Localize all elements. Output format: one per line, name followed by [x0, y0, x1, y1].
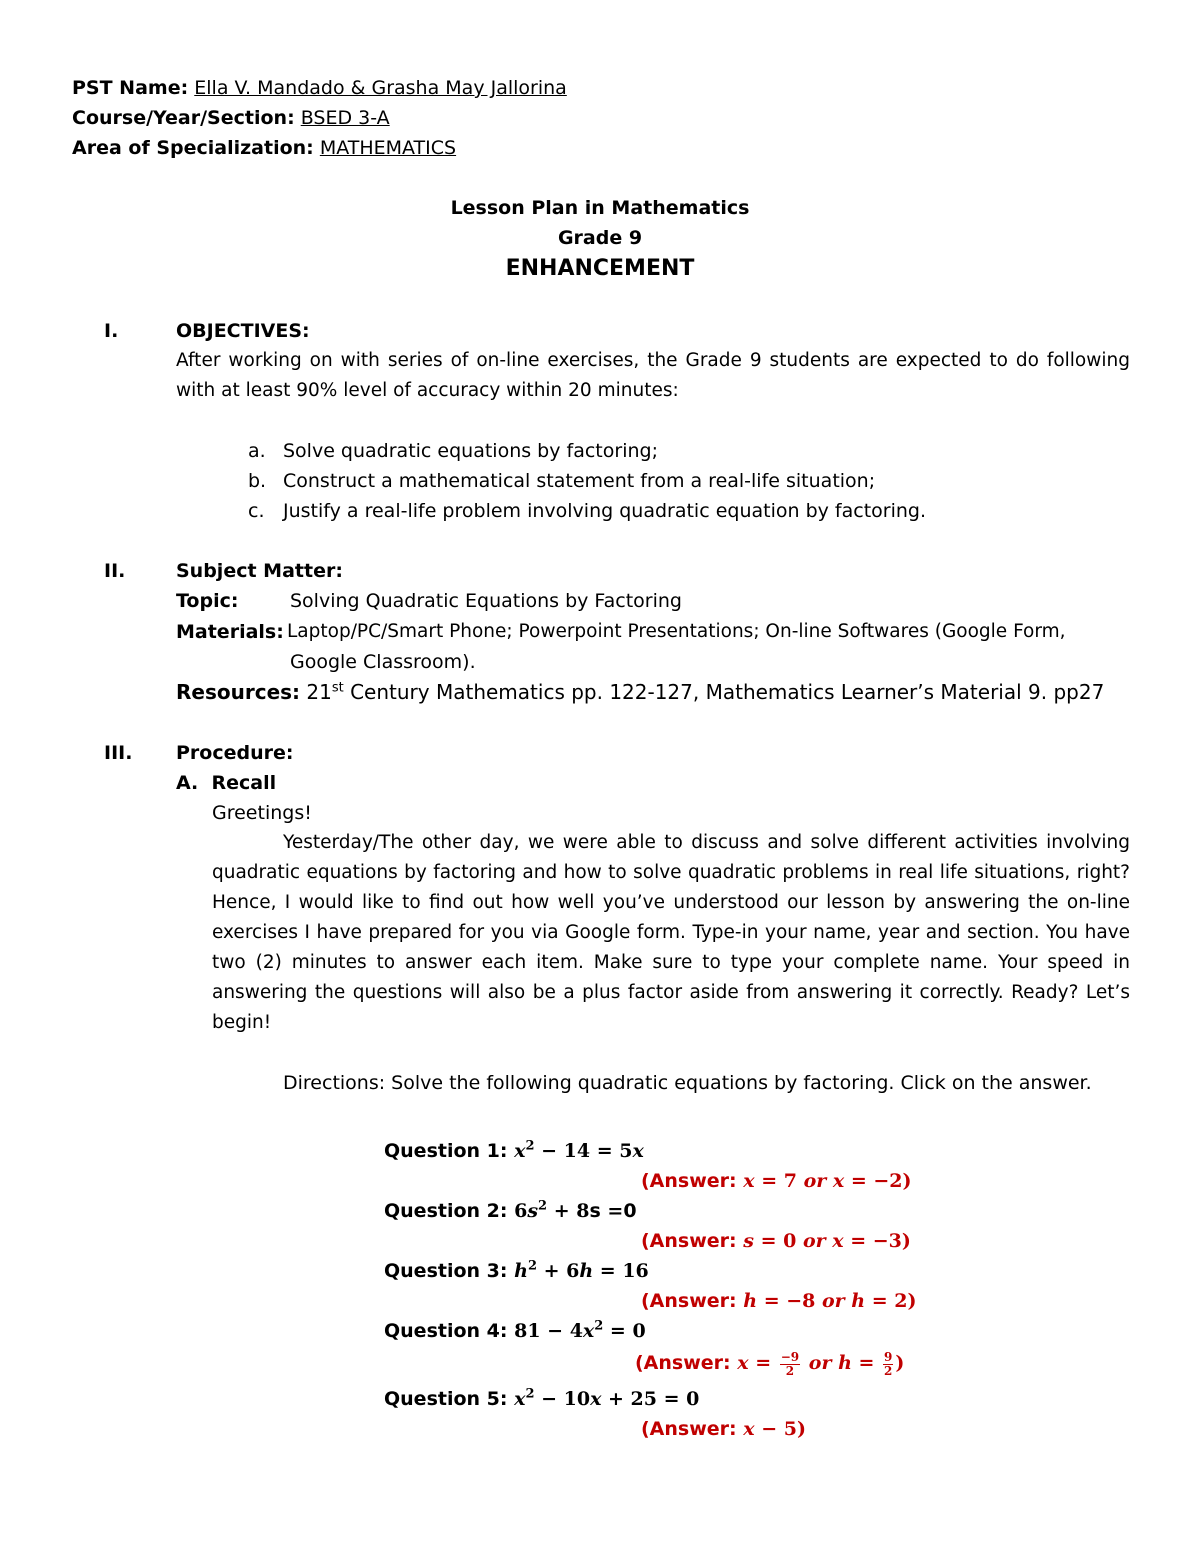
recall-heading: A. Recall: [176, 772, 277, 794]
course-line: [72, 103, 390, 133]
objective-marker-a: a.: [248, 440, 266, 462]
objective-item-b: Construct a mathematical statement from a real-life situation;: [283, 470, 876, 492]
question-label: Question 4:: [384, 1320, 515, 1342]
answer-label: (Answer:: [641, 1230, 744, 1252]
topic-value: Solving Quadratic Equations by Factoring: [290, 590, 682, 612]
section3-numeral: III.: [104, 742, 133, 764]
objective-item-a: Solve quadratic equations by factoring;: [283, 440, 658, 462]
question-label: Question 3:: [384, 1260, 515, 1282]
answer-label: (Answer:: [641, 1170, 744, 1192]
title-line-1: Lesson Plan in Mathematics: [450, 197, 750, 219]
question-3: [384, 1256, 649, 1286]
answer-value: s = 0 or x = −3): [743, 1230, 911, 1252]
objective-item-c: Justify a real-life problem involving quadratic equation by factoring.: [283, 500, 926, 522]
course-label: Course/Year/Section:: [72, 107, 295, 129]
recall-paragraph: Yesterday/The other day, we were able to discuss and solve different activities involving quadratic equations by factoring and how to solve quadratic problems in real life situations, right? Hence, I would like to find out how well you’ve understood our lesson by answering the on-line exercises I have prepared for you via Google form. Type-in your name, year and section. You have two (2) minutes to answer each item. Make sure to type your complete name. Your speed in answering the questions will also be a plus factor aside from answering it correctly. Ready? Let’s begin!: [212, 832, 1130, 1033]
answer-4: [635, 1348, 904, 1378]
question-equation: $x^2 - 14 = 5x$: [514, 1138, 644, 1162]
title-line-2: Grade 9: [557, 227, 643, 249]
answer-2: [641, 1226, 911, 1256]
answer-1: [641, 1166, 911, 1196]
answer-value: x − 5): [743, 1418, 806, 1440]
resources-pre: 21: [306, 680, 332, 704]
pst-name-line: [72, 73, 567, 103]
section2-numeral: II.: [104, 560, 126, 582]
objective-marker-c: c.: [248, 500, 265, 522]
area-value: MATHEMATICS: [319, 137, 457, 159]
question-2: [384, 1196, 637, 1226]
answer-label: (Answer:: [641, 1418, 744, 1440]
question-equation: $81 - 4x^2 = 0$: [514, 1318, 646, 1342]
objectives-intro: After working on with series of on-line exercises, the Grade 9 students are expected to do following with at least 90% level of accuracy within 20 minutes:: [176, 350, 1130, 401]
resources-sup: st: [331, 680, 344, 696]
resources-label: Resources:: [176, 680, 301, 704]
question-label: Question 2:: [384, 1200, 515, 1222]
title-line-3: ENHANCEMENT: [505, 256, 695, 281]
answer-value: x = $\frac{-9}{2}$ or h = $\frac{9}{2}$ ): [737, 1349, 905, 1378]
question-label: Question 5:: [384, 1388, 515, 1410]
directions: Directions: Solve the following quadratic equations by factoring. Click on the answer.: [283, 1072, 1092, 1094]
answer-label: (Answer:: [641, 1290, 744, 1312]
resources-post: Century Mathematics pp. 122-127, Mathematics Learner’s Material 9. pp27: [343, 680, 1105, 704]
answer-5: [641, 1414, 806, 1444]
course-value: BSED 3-A: [300, 107, 390, 129]
objective-marker-b: b.: [248, 470, 267, 492]
question-equation: $6s^2 + 8s =0$: [514, 1198, 637, 1222]
question-equation: $x^2 - 10x + 25 = 0$: [514, 1386, 700, 1410]
answer-value: h = −8 or h = 2): [743, 1290, 917, 1312]
answer-label: (Answer:: [635, 1352, 738, 1374]
question-label: Question 1:: [384, 1140, 515, 1162]
section2-heading: Subject Matter:: [176, 560, 343, 582]
greeting: Greetings!: [212, 802, 312, 824]
answer-value: x = 7 or x = −2): [743, 1170, 912, 1192]
question-equation: $h^2 + 6h = 16$: [514, 1258, 649, 1282]
question-1: [384, 1136, 644, 1166]
question-5: [384, 1384, 699, 1414]
section1-numeral: I.: [104, 320, 119, 342]
answer-3: [641, 1286, 916, 1316]
materials-label: Materials:: [176, 621, 284, 643]
pst-name-value: Ella V. Mandado & Grasha May Jallorina: [194, 77, 567, 99]
section3-heading: Procedure:: [176, 742, 294, 764]
topic-label: Topic:: [176, 590, 239, 612]
section1-heading: OBJECTIVES:: [176, 320, 310, 342]
pst-name-label: PST Name:: [72, 77, 189, 99]
area-label: Area of Specialization:: [72, 137, 314, 159]
materials-value-1: Laptop/PC/Smart Phone; Powerpoint Presentations; On-line Softwares (Google Form,: [287, 621, 1066, 642]
resources-line: [176, 677, 1104, 707]
materials-value-2: Google Classroom).: [290, 651, 476, 673]
question-4: [384, 1316, 646, 1346]
area-line: [72, 133, 456, 163]
